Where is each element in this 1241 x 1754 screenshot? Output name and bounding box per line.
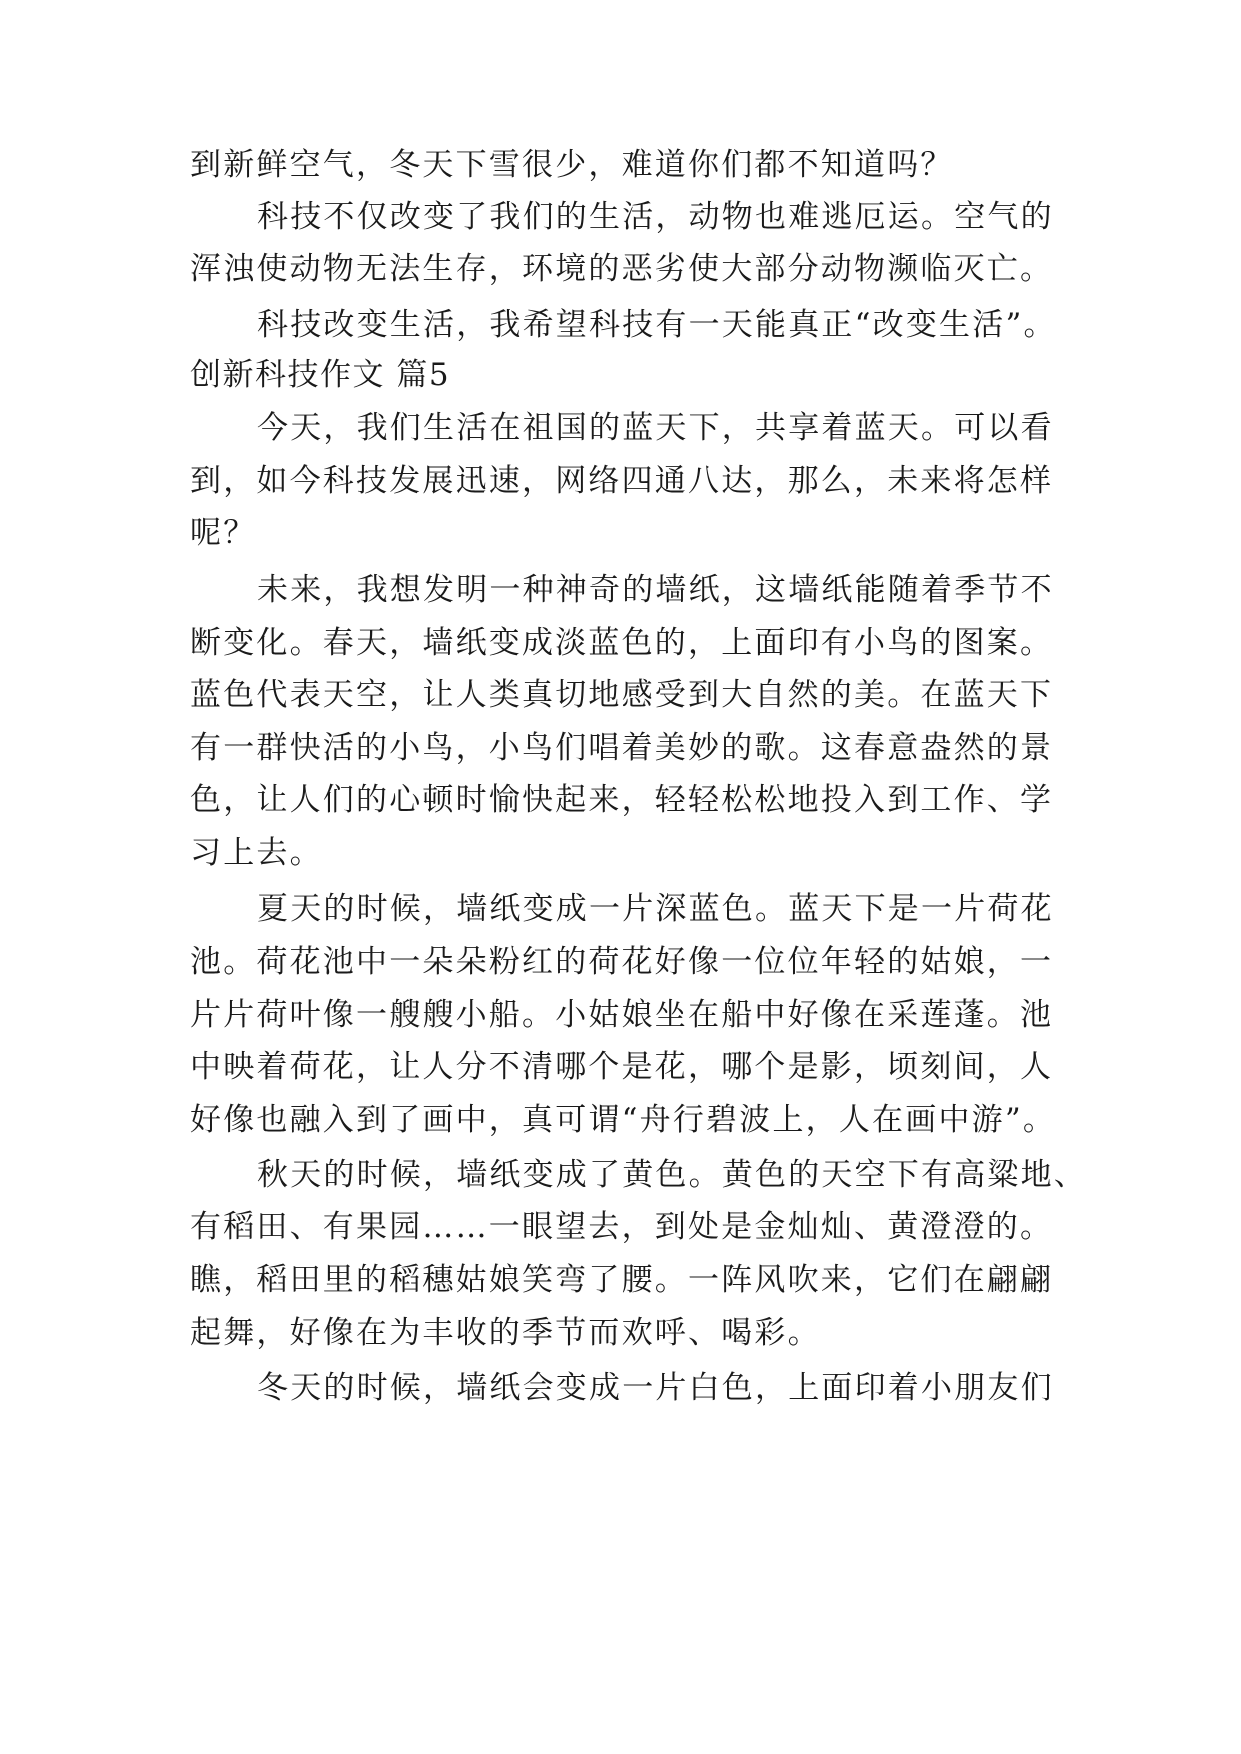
section-heading: 创新科技作文 篇5	[190, 357, 451, 393]
text-line: 习上去。	[190, 835, 323, 871]
paragraph-start-line: 秋天的时候，墙纸变成了黄色。黄色的天空下有高粱地、	[257, 1157, 1087, 1193]
text-line: 池。荷花池中一朵朵粉红的荷花好像一位位年轻的姑娘，一	[190, 944, 1054, 980]
text-line: 有一群快活的小鸟，小鸟们唱着美妙的歌。这春意盎然的景	[190, 730, 1054, 766]
text-line: 起舞，好像在为丰收的季节而欢呼、喝彩。	[190, 1315, 821, 1351]
text-line: 片片荷叶像一艘艘小船。小姑娘坐在船中好像在采莲蓬。池	[190, 997, 1054, 1033]
text-line: 到新鲜空气，冬天下雪很少，难道你们都不知道吗？	[190, 147, 954, 183]
text-line: 好像也融入到了画中，真可谓“舟行碧波上，人在画中游”。	[190, 1102, 1057, 1138]
paragraph-start-line: 科技改变生活，我希望科技有一天能真正“改变生活”。	[257, 307, 1057, 343]
text-line: 有稻田、有果园……一眼望去，到处是金灿灿、黄澄澄的。	[190, 1209, 1054, 1245]
text-line: 蓝色代表天空，让人类真切地感受到大自然的美。在蓝天下	[190, 677, 1054, 713]
paragraph-start-line: 未来，我想发明一种神奇的墙纸，这墙纸能随着季节不	[257, 572, 1054, 608]
paragraph-start-line: 夏天的时候，墙纸变成一片深蓝色。蓝天下是一片荷花	[257, 891, 1054, 927]
text-line: 瞧，稻田里的稻穗姑娘笑弯了腰。一阵风吹来，它们在翩翩	[190, 1262, 1054, 1298]
paragraph-start-line: 今天，我们生活在祖国的蓝天下，共享着蓝天。可以看	[257, 410, 1054, 446]
text-line: 色，让人们的心顿时愉快起来，轻轻松松地投入到工作、学	[190, 782, 1054, 818]
text-line: 到，如今科技发展迅速，网络四通八达，那么，未来将怎样	[190, 463, 1054, 499]
text-line: 中映着荷花，让人分不清哪个是花，哪个是影，顷刻间，人	[190, 1049, 1054, 1085]
text-line: 浑浊使动物无法生存，环境的恶劣使大部分动物濒临灭亡。	[190, 251, 1054, 287]
text-line: 断变化。春天，墙纸变成淡蓝色的，上面印有小鸟的图案。	[190, 625, 1054, 661]
text-line: 呢？	[190, 515, 257, 551]
paragraph-start-line: 科技不仅改变了我们的生活，动物也难逃厄运。空气的	[257, 199, 1054, 235]
paragraph-start-line: 冬天的时候，墙纸会变成一片白色，上面印着小朋友们	[257, 1370, 1054, 1406]
